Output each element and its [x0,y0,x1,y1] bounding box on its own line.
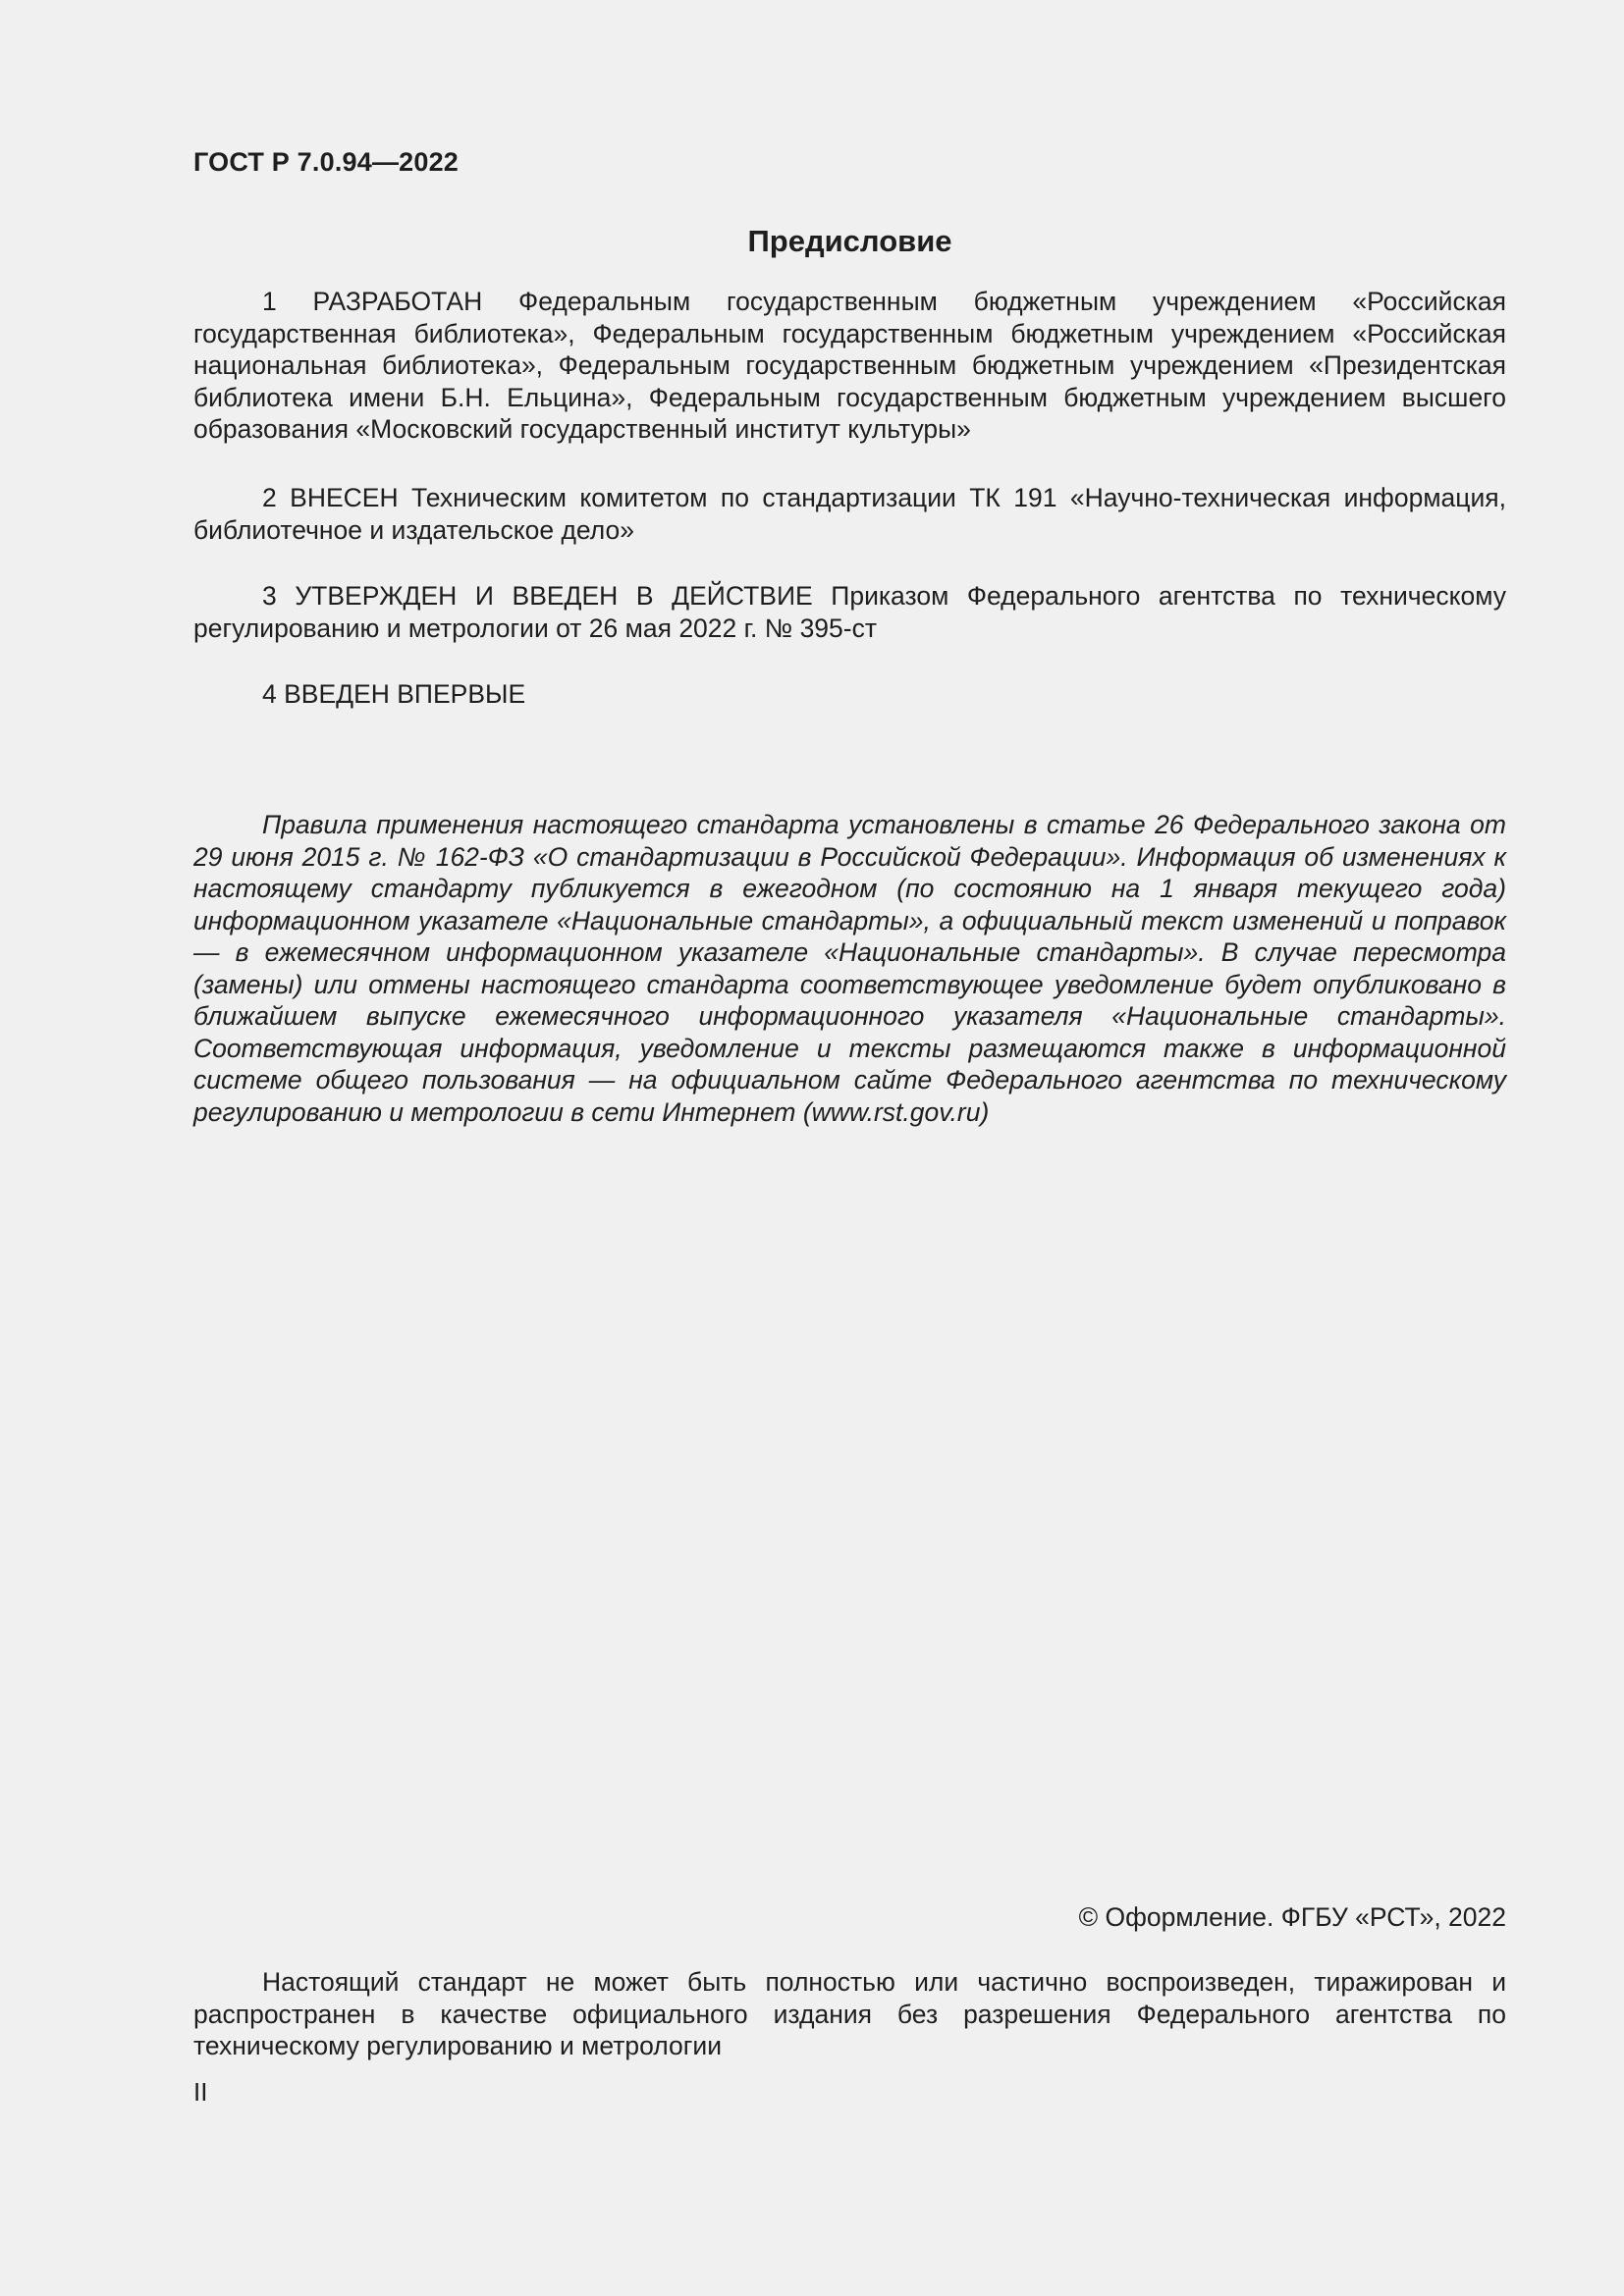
reproduction-notice: Настоящий стандарт не может быть полностью или частично воспроизведен, тиражирован и распространен в качестве официального издания без разрешения Федерального агентства по техническому регулированию и метрологии [193,1967,1506,2060]
preface-item-approved: 3 УТВЕРЖДЕН И ВВЕДЕН В ДЕЙСТВИЕ Приказом Федерального агентства по техническому регулированию и метрологии от 26 мая 2022 г. № 395-ст [193,581,1506,643]
page-number: II [193,2077,208,2107]
preface-item-developed: 1 РАЗРАБОТАН Федеральным государственным бюджетным учреждением «Российская государственная библиотека», Федеральным государственным бюджетным учреждением «Российская национальная библиотека», Федеральным государственным бюджетным учреждением «Президентская библиотека имени Б.Н. Ельцина», Федеральным государственным бюджетным учреждением высшего образования «Московский государственный институт культуры» [193,287,1506,444]
preface-title: Предисловие [747,224,952,258]
application-rules-notice: Правила применения настоящего стандарта установлены в статье 26 Федерального закона от 29 июня 2015 г. № 162-ФЗ «О стандартизации в Российской Федерации». Информация об изменениях к настоящему стандарту публикуется в ежегодном (по состоянию на 1 января текущего года) информационном указателе «Национальные стандарты», а официальный текст изменений и поправок — в ежемесячном информационном указателе «Национальные стандарты». В случае пересмотра (замены) или отмены настоящего стандарта соответствующее уведомление будет опубликовано в ближайшем выпуске ежемесячного информационного указателя «Национальные стандарты». Соответствующая информация, уведомление и тексты размещаются также в информационной системе общего пользования — на официальном сайте Федерального агентства по техническому регулированию и метрологии в сети Интернет (www.rst.gov.ru) [193,810,1506,1127]
preface-item-introduced: 2 ВНЕСЕН Техническим комитетом по стандартизации ТК 191 «Научно-техническая информация, библиотечное и издательское дело» [193,483,1506,545]
preface-item-first-introduced: 4 ВВЕДЕН ВПЕРВЫЕ [262,679,526,709]
copyright-line: © Оформление. ФГБУ «РСТ», 2022 [1078,1902,1506,1932]
document-code: ГОСТ Р 7.0.94—2022 [193,147,460,177]
